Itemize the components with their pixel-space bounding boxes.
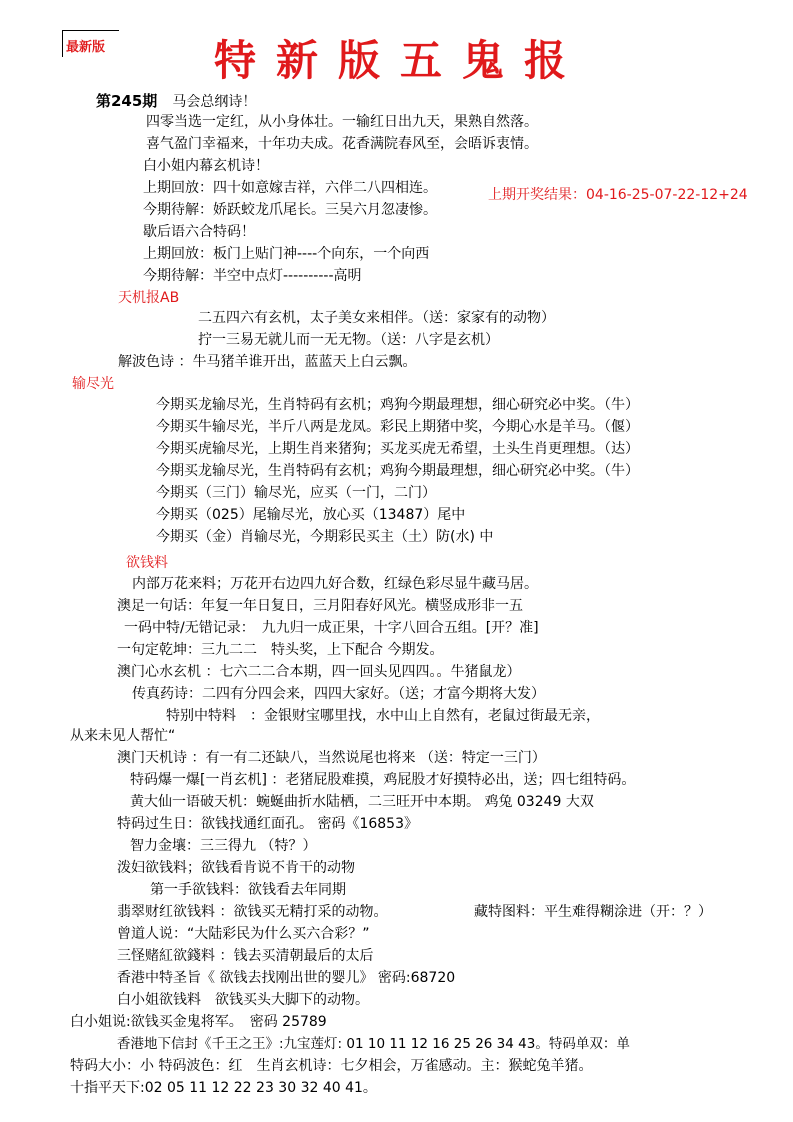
yuqian-line: 内部万花来料；万花开右边四九好合数，红绿色彩尽显牛藏马居。: [132, 576, 538, 592]
edition-badge: [62, 30, 119, 57]
yuqian-line: 白小姐说:欲钱买金鬼将军。 密码 25789: [70, 1014, 327, 1030]
yuqian-line: 曾道人说：“大陆彩民为什么买六合彩？”: [117, 926, 370, 942]
yuqian-line: 澳门心水玄机 ：七六二二合本期，四一回头见四四。。牛猪鼠龙）: [117, 664, 521, 680]
yuqian-line: 三怪赌紅欲錢料 ：钱去买清朝最后的太后: [117, 948, 374, 964]
shuqin-line: 今期买牛输尽光，半斤八两是龙凤。彩民上期猪中奖，今期心水是羊马。（偃）: [156, 419, 639, 435]
yuqian-line: 澳足一句话：年复一年日复日，三月阳春好风光。横竖成形非一五: [117, 598, 523, 614]
yuqian-line: 特码过生日：欲钱找通红面孔。 密码《16853》: [117, 816, 418, 832]
shuqin-line: 今期买（三门）输尽光，应买（一门，二门）: [156, 485, 436, 501]
yuqian-line: 藏特图料：平生难得糊涂进（开：？）: [474, 904, 712, 920]
yuqian-line: 从来未见人帮忙“: [70, 728, 176, 744]
poem-line-2: 喜气盈门幸福来，十年功夫成。花香满院春风至，会晤诉衷情。: [146, 136, 538, 152]
yuqian-line: 第一手欲钱料：欲钱看去年同期: [150, 882, 346, 898]
lady-poem-now: 今期待解：娇跃蛟龙爪尾长。三吴六月忽凄惨。: [143, 202, 437, 218]
yuqian-line: 翡翠财红欲钱料 ：欲钱买无精打采的动物。: [117, 904, 388, 920]
yuqian-line: 十指平天下:02 05 11 12 22 23 30 32 40 41。: [70, 1080, 377, 1096]
shuqin-line: 今期买虎输尽光，上期生肖来猪狗；买龙买虎无希望，土头生肖更理想。（达）: [156, 441, 639, 457]
shuqin-line: 今期买龙输尽光，生肖特码有玄机；鸡狗今期最理想，细心研究必中奖。（牛）: [156, 463, 639, 479]
last-draw-result: 上期开奖结果：04-16-25-07-22-12+24: [488, 187, 748, 203]
tianji-line-1: 二五四六有玄机，太子美女来相伴。（送：家家有的动物）: [198, 310, 555, 326]
yuqian-line: 一码中特/无错记录： 九九归一成正果，十字八回合五组。[开？准]: [124, 620, 539, 636]
shuqin-line: 今期买（025）尾输尽光，放心买（13487）尾中: [156, 507, 466, 523]
yuqian-line: 特码爆一爆[一肖玄机] ：老猪屁股难摸，鸡屁股才好摸特必出，送；四七组特码。: [130, 772, 636, 788]
yuqian-line: 传真药诗：二四有分四会来，四四大家好。（送；才富今期将大发）: [132, 686, 545, 702]
shuqin-line: 今期买（金）肖输尽光，今期彩民买主（土）防(水) 中: [156, 529, 494, 545]
issue-number: 第245期: [96, 92, 158, 110]
saying-title: 歇后语六合特码！: [143, 224, 255, 240]
yuqian-line: 香港中特圣旨《 欲钱去找刚出世的婴儿》 密码:68720: [117, 970, 456, 986]
yuqian-line: 黄大仙一语破天机：蜿蜒曲折水陆栖，二三旺开中本期。 鸡兔 03249 大双: [130, 794, 594, 810]
yuqian-line: 一句定乾坤：三九二二 特头奖，上下配合 今期发。: [117, 642, 444, 658]
tianji-line-2: 拧一三易无就儿而一无无物。（送：八字是玄机）: [198, 332, 499, 348]
lady-poem-title: 白小姐内幕玄机诗！: [143, 158, 269, 174]
tianji-color-poem: 解波色诗 ：牛马猪羊谁开出，蓝蓝天上白云飘。: [118, 354, 417, 370]
edition-badge-label: 最新版: [66, 40, 106, 55]
section-tianji: 天机报AB: [118, 290, 180, 306]
yuqian-line: 特别中特料 ：金银财宝哪里找，水中山上自然有，老鼠过街最无亲，: [166, 708, 600, 724]
poem-line-1: 四零当选一定红，从小身体壮。一输红日出九天，果熟自然落。: [146, 114, 538, 130]
yuqian-line: 香港地下信封《千王之王》:九宝莲灯: 01 10 11 12 16 25 26 34 43。特码单双：单: [117, 1036, 630, 1052]
saying-now: 今期待解：半空中点灯----------高明: [143, 268, 362, 284]
section-shuqin: 输尽光: [72, 376, 114, 392]
issue-heading: [96, 90, 256, 111]
saying-last: 上期回放：板门上贴门神----个向东，一个向西: [143, 246, 430, 262]
yuqian-line: 智力金壤：三三得九 （特？）: [130, 838, 317, 854]
section-yuqian: 欲钱料: [126, 555, 168, 571]
shuqin-line: 今期买龙输尽光，生肖特码有玄机；鸡狗今期最理想，细心研究必中奖。（牛）: [156, 397, 639, 413]
yuqian-line: 泼妇欲钱料；欲钱看肯说不肯干的动物: [117, 860, 355, 876]
lady-poem-last: 上期回放：四十如意嫁吉祥，六伴二八四相连。: [143, 180, 437, 196]
issue-subtitle: 马会总纲诗！: [172, 94, 257, 110]
yuqian-line: 白小姐欲钱料 欲钱买头大脚下的动物。: [117, 992, 369, 1008]
yuqian-line: 特码大小：小 特码波色：红 生肖玄机诗：七夕相会，万雀感动。主：猴蛇兔羊猪。: [70, 1058, 593, 1074]
page-title: 特新版五鬼报: [214, 36, 587, 85]
yuqian-line: 澳门天机诗 ：有一有二还缺八，当然说尾也将来 （送：特定一三门）: [117, 750, 546, 766]
